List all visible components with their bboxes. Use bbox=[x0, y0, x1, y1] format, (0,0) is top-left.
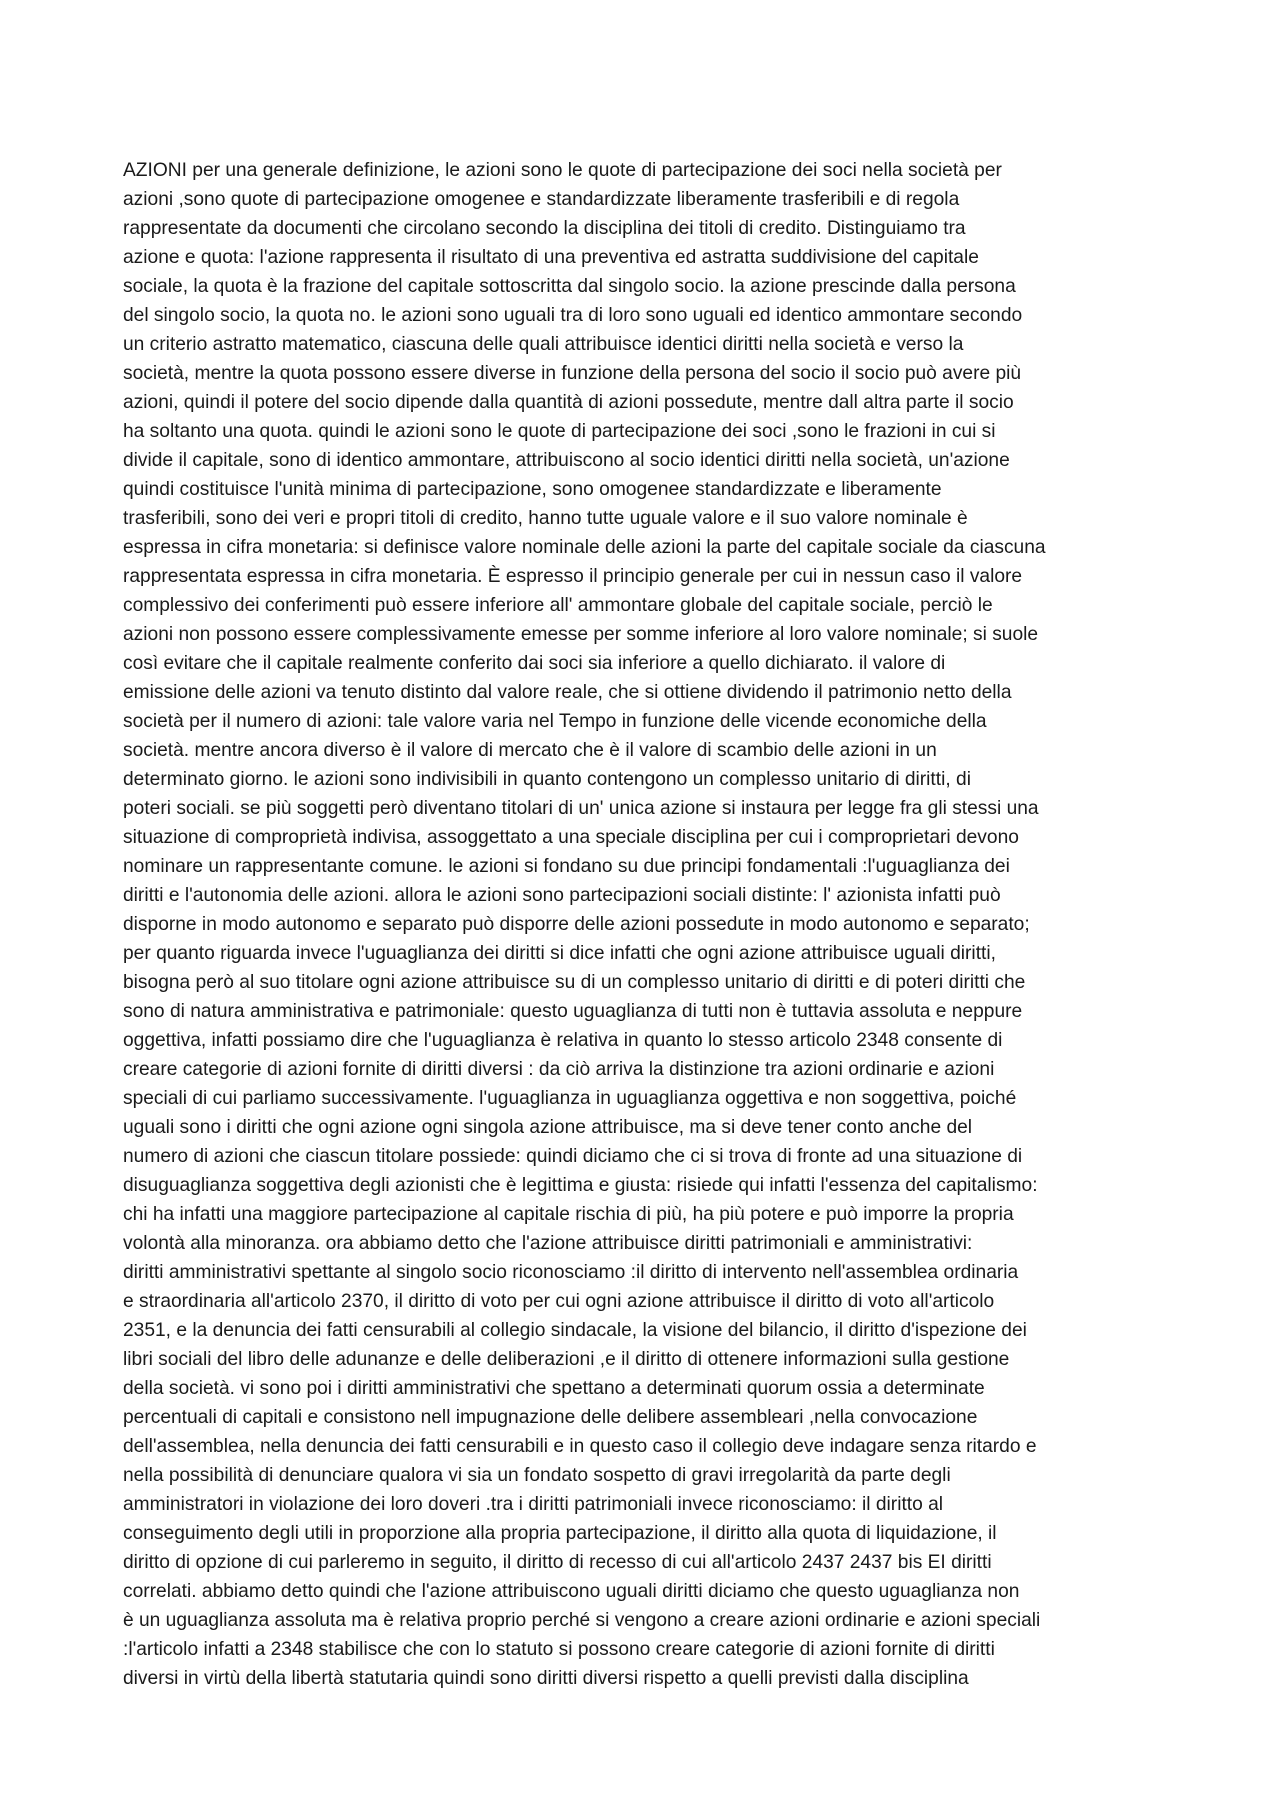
body-text: AZIONI per una generale definizione, le azioni sono le quote di partecipazione dei soci nella società per azioni ,sono quote di partecipazione omogenee e standardizzate liberamente trasferibili e di regola rappresentate da documenti che circolano secondo la disciplina dei titoli di credito. Distinguiamo tra azione e quota: l'azione rappresenta il risultato di una preventiva ed astratta suddivisione del capitale sociale, la quota è la frazione del capitale sottoscritta dal singolo socio. la azione prescinde dalla persona del singolo socio, la quota no. le azioni sono uguali tra di loro sono uguali ed identico ammontare secondo un criterio astratto matematico, ciascuna delle quali attribuisce identici diritti nella società e verso la società, mentre la quota possono essere diverse in funzione della persona del socio il socio può avere più azioni, quindi il potere del socio dipende dalla quantità di azioni possedute, mentre dall altra parte il socio ha soltanto una quota. quindi le azioni sono le quote di partecipazione dei soci ,sono le frazioni in cui si divide il capitale, sono di identico ammontare, attribuiscono al socio identici diritti nella società, un'azione quindi costituisce l'unità minima di partecipazione, sono omogenee standardizzate e liberamente trasferibili, sono dei veri e propri titoli di credito, hanno tutte uguale valore e il suo valore nominale è espressa in cifra monetaria: si definisce valore nominale delle azioni la parte del capitale sociale da ciascuna rappresentata espressa in cifra monetaria. È espresso il principio generale per cui in nessun caso il valore complessivo dei conferimenti può essere inferiore all' ammontare globale del capitale sociale, perciò le azioni non possono essere complessivamente emesse per somme inferiore al loro valore nominale; si suole così evitare che il capitale realmente conferito dai soci sia inferiore a quello dichiarato. il valore di emissione delle azioni va tenuto distinto dal valore reale, che si ottiene dividendo il patrimonio netto della società per il numero di azioni: tale valore varia nel Tempo in funzione delle vicende economiche della società. mentre ancora diverso è il valore di mercato che è il valore di scambio delle azioni in un determinato giorno. le azioni sono indivisibili in quanto contengono un complesso unitario di diritti, di poteri sociali. se più soggetti però diventano titolari di un' unica azione si instaura per legge fra gli stessi una situazione di comproprietà indivisa, assoggettato a una speciale disciplina per cui i comproprietari devono nominare un rappresentante comune. le azioni si fondano su due principi fondamentali :l'uguaglianza dei diritti e l'autonomia delle azioni. allora le azioni sono partecipazioni sociali distinte: l' azionista infatti può disporne in modo autonomo e separato può disporre delle azioni possedute in modo autonomo e separato; per quanto riguarda invece l'uguaglianza dei diritti si dice infatti che ogni azione attribuisce uguali diritti, bisogna però al suo titolare ogni azione attribuisce su di un complesso unitario di diritti e di poteri diritti che sono di natura amministrativa e patrimoniale: questo uguaglianza di tutti non è tuttavia assoluta e neppure oggettiva, infatti possiamo dire che l'uguaglianza è relativa in quanto lo stesso articolo 2348 consente di creare categorie di azioni fornite di diritti diversi : da ciò arriva la distinzione tra azioni ordinarie e azioni speciali di cui parliamo successivamente. l'uguaglianza in uguaglianza oggettiva e non soggettiva, poiché uguali sono i diritti che ogni azione ogni singola azione attribuisce, ma si deve tener conto anche del numero di azioni che ciascun titolare possiede: quindi diciamo che ci si trova di fronte ad una situazione di disuguaglianza soggettiva degli azionisti che è legittima e giusta: risiede qui infatti l'essenza del capitalismo: chi ha infatti una maggiore partecipazione al capitale rischia di più, ha più potere e può imporre la propria volontà alla minoranza. ora abbiamo detto che l'azione attribuisce diritti patrimoniali e amministrativi: diritti amministrativi spettante al singolo socio riconosciamo :il diritto di intervento nell'assemblea ordinaria e straordinaria all'articolo 2370, il diritto di voto per cui ogni azione attribuisce il diritto di voto all'articolo 2351, e la denuncia dei fatti censurabili al collegio sindacale, la visione del bilancio, il diritto d'ispezione dei libri sociali del libro delle adunanze e delle deliberazioni ,e il diritto di ottenere informazioni sulla gestione della società. vi sono poi i diritti amministrativi che spettano a determinati quorum ossia a determinate percentuali di capitali e consistono nell impugnazione delle delibere assembleari ,nella convocazione dell'assemblea, nella denuncia dei fatti censurabili e in questo caso il collegio deve indagare senza ritardo e nella possibilità di denunciare qualora vi sia un fondato sospetto di gravi irregolarità da parte degli amministratori in violazione dei loro doveri .tra i diritti patrimoniali invece riconosciamo: il diritto al conseguimento degli utili in proporzione alla propria partecipazione, il diritto alla quota di liquidazione, il diritto di opzione di cui parleremo in seguito, il diritto di recesso di cui all'articolo 2437 2437 bis EI diritti correlati. abbiamo detto quindi che l'azione attribuiscono uguali diritti diciamo che questo uguaglianza non è un uguaglianza assoluta ma è relativa proprio perché si vengono a creare azioni ordinarie e azioni speciali :l'articolo infatti a 2348 stabilisce che con lo statuto si possono creare categorie di azioni fornite di diritti diversi in virtù della libertà statutaria quindi sono diritti diversi rispetto a quelli previsti dalla disciplina bbox=[123, 160, 1046, 1689]
